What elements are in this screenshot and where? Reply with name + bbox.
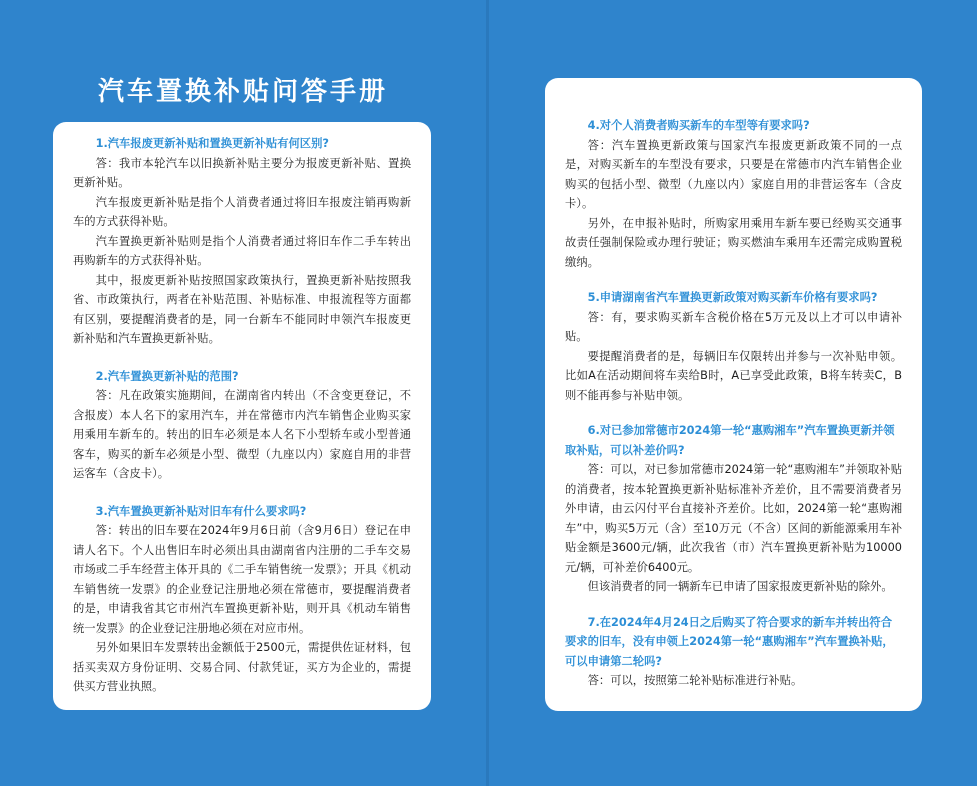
page-title: 汽车置换补贴问答手册 (97, 77, 388, 107)
question-7: 7.在2024年4月24日之后购买了符合要求的新车并转出符合要求的旧车，没有申领上2024第一轮“惠购湘车”汽车置换补贴，可以申请第二轮吗? (565, 615, 894, 668)
answer-1-paragraph-3: 汽车置换更新补贴则是指个人消费者通过将旧车作二手车转出再购新车的方式获得补贴。 (73, 234, 411, 267)
answer-5-paragraph-1: 答：有，要求购买新车含税价格在5万元及以上才可以申请补贴。 (565, 310, 902, 343)
answer-1-paragraph-2: 汽车报废更新补贴是指个人消费者通过将旧车报废注销再购新车的方式获得补贴。 (73, 195, 411, 228)
page-fold (486, 0, 489, 786)
question-2: 2.汽车置换更新补贴的范围? (95, 369, 239, 383)
left-page-card (53, 122, 431, 710)
question-6: 6.对已参加常德市2024第一轮“惠购湘车”汽车置换更新并领取补贴，可以补差价吗? (565, 424, 895, 457)
answer-3-paragraph-2: 另外如果旧车发票转出金额低于2500元，需提供佐证材料，包括买卖双方身份证明、交易合同、付款凭证，买方为企业的，需提供买方营业执照。 (73, 641, 411, 693)
answer-1-paragraph-1: 答：我市本轮汽车以旧换新补贴主要分为报废更新补贴、置换更新补贴。 (73, 156, 411, 189)
answer-4-paragraph-2: 另外，在申报补贴时，所购家用乘用车新车要已经购买交通事故责任强制保险或办理行驶证；购买燃油车乘用车还需完成购置税缴纳。 (565, 216, 902, 269)
question-5: 5.申请湖南省汽车置换更新政策对购买新车价格有要求吗? (587, 291, 878, 304)
answer-3-paragraph-1: 答：转出的旧车要在2024年9月6日前（含9月6日）登记在申请人名下。个人出售旧车时必须出具由湖南省内注册的二手车交易市场或二手车经营主体开具的《二手车销售统一发票》；开具《机动车销售统一发票》的企业登记注册地必须在常德市，要提醒消费者的是，申请我省其它市州汽车置换更新补贴，则开具《机动车销售统一发票》的企业登记注册地必须在对应市州。 (73, 524, 411, 635)
answer-4-paragraph-1: 答：汽车置换更新政策与国家汽车报废更新政策不同的一点是，对购买新车的车型没有要求，只要是在常德市内汽车销售企业购买的包括小型、微型（九座以内）家庭自用的非营运客车（含皮卡）。 (565, 138, 902, 210)
question-3: 3.汽车置换更新补贴对旧车有什么要求吗? (95, 504, 307, 518)
answer-5-paragraph-2: 要提醒消费者的是，每辆旧车仅限转出并参与一次补贴申领。比如A在活动期间将车卖给B时，A已享受此政策，B将车转卖C，B则不能再参与补贴申领。 (565, 349, 902, 402)
answer-7-paragraph-1: 答：可以，按照第二轮补贴标准进行补贴。 (587, 674, 803, 687)
answer-6-paragraph-2: 但该消费者的同一辆新车已申请了国家报废更新补贴的除外。 (587, 580, 893, 593)
answer-2-paragraph-1: 答：凡在政策实施期间，在湖南省内转出（不含变更登记，不含报废）本人名下的家用汽车，并在常德市内汽车销售企业购买家用乘用车新车的。转出的旧车必须是本人名下小型轿车或小型普通客车，购买的新车必须是小型、微型（九座以内）家庭自用的非营运客车（含皮卡）。 (73, 389, 411, 480)
answer-1-paragraph-4: 其中，报废更新补贴按照国家政策执行，置换更新补贴按照我省、市政策执行，两者在补贴范围、补贴标准、申报流程等方面都有区别，要提醒消费者的是，同一台新车不能同时申领汽车报废更新补贴和汽车置换更新补贴。 (73, 273, 411, 345)
question-4: 4.对个人消费者购买新车的车型等有要求吗? (587, 119, 810, 132)
right-page-card (545, 78, 922, 711)
question-1: 1.汽车报废更新补贴和置换更新补贴有何区别? (95, 137, 329, 150)
answer-6-paragraph-1: 答：可以，对已参加常德市2024第一轮“惠购湘车”并领取补贴的消费者，按本轮置换更新补贴标准补齐差价，且不需要消费者另外申请，由云闪付平台直接补齐差价。比如，2024第一轮“惠购湘车”中，购买5万元（含）至10万元（不含）区间的新能源乘用车补贴金额是3600元/辆，此次我省（市）汽车置换更新补贴为10000元/辆，可补差价6400元。 (565, 463, 902, 574)
